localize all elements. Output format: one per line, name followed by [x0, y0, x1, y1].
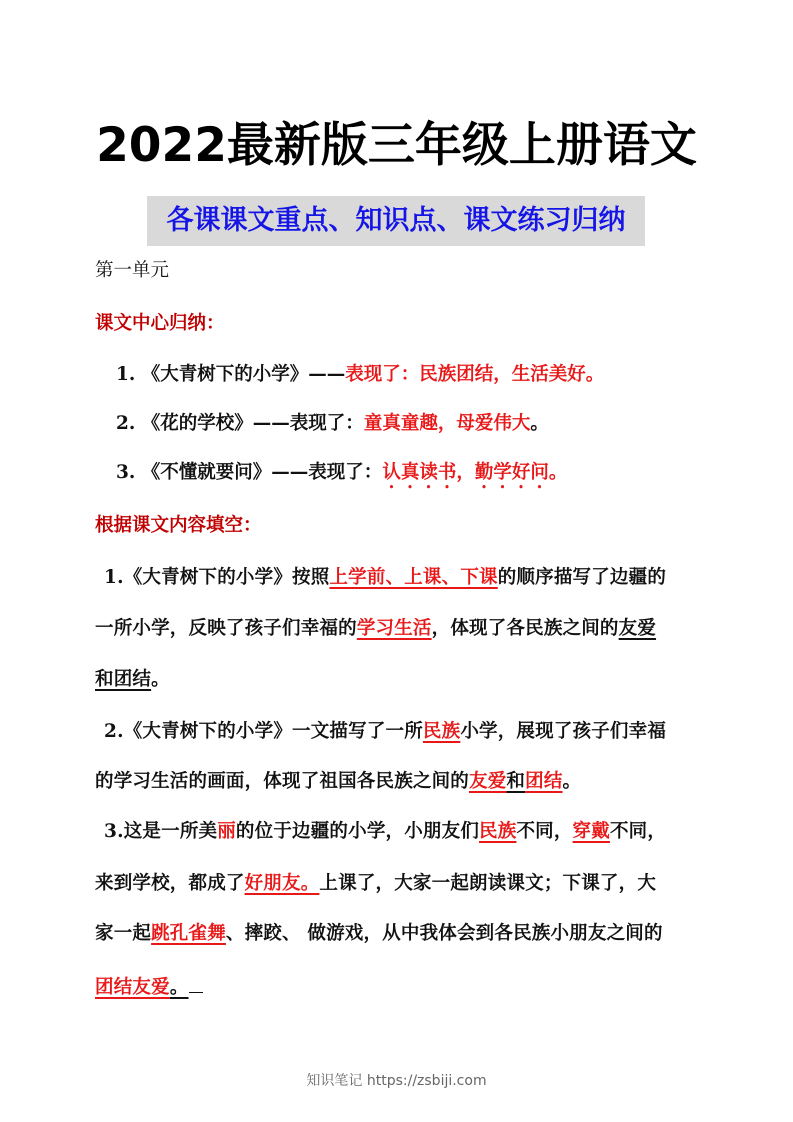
answer-blank: 友爱 [618, 618, 657, 639]
unit-label: 第一单元 [95, 260, 170, 281]
text: 。 [562, 771, 582, 792]
answer-blank: 学习生活 [356, 618, 432, 639]
summary-item [116, 363, 604, 387]
text: 。 [169, 977, 189, 998]
summary-item [116, 461, 567, 493]
fill-in-line [95, 617, 656, 641]
answer-char: 丽 [217, 821, 236, 842]
text: 2.《大青树下的小学》一文描写了一所 [104, 721, 423, 742]
section-heading-summary: 课文中心归纳： [95, 313, 225, 334]
item-number: 1. [116, 364, 136, 385]
answer-text: 童真童趣，母爱伟大 [363, 413, 531, 434]
document-title: 2022最新版三年级上册语文 [96, 118, 697, 173]
lesson-title: 《花的学校》 [141, 413, 253, 434]
text: 、摔跤、 做游戏，从中我体会到各民族小朋友之间的 [225, 923, 663, 944]
text: 家一起 [95, 923, 152, 944]
document-subtitle: 各课课文重点、知识点、课文练习归纳 [166, 205, 626, 236]
end-punct: 。 [530, 413, 549, 434]
lesson-title: 《不懂就要问》 [141, 462, 272, 483]
text: 。 [151, 669, 170, 690]
section-heading-fill-in: 根据课文内容填空： [95, 515, 262, 536]
text: 一所小学，反映了孩子们幸福的 [95, 618, 357, 639]
text: 和 [506, 771, 526, 792]
text: 的顺序描写了边疆的 [497, 567, 667, 588]
answer-text: 表现了：民族团结，生活美好。 [345, 364, 605, 385]
item-number: 2. [116, 413, 136, 434]
answer-blank: 和团结 [95, 669, 152, 690]
answer-blank: 民族 [422, 721, 461, 742]
text: 上课了，大家一起朗读课文；下课了，大 [319, 873, 657, 894]
summary-item [116, 412, 549, 436]
answer-blank: 团结 [525, 771, 563, 792]
text: 的位于边疆的小学，小朋友们 [235, 821, 480, 842]
trailing-underline [189, 974, 203, 993]
fill-in-line [104, 720, 666, 744]
dash: —— [308, 364, 346, 385]
answer-blank: 上学前、上课、下课 [329, 567, 498, 588]
answer-blank: 穿戴 [572, 821, 610, 842]
text: 来到学校，都成了 [95, 873, 245, 894]
text: 不同， [516, 821, 573, 842]
subtitle-banner [147, 196, 645, 246]
lead-text: 表现了： [289, 413, 364, 434]
fill-in-line [95, 974, 203, 1000]
fill-in-line [95, 770, 581, 794]
text: 不同， [609, 821, 667, 842]
fill-in-line [95, 668, 170, 692]
dash: —— [252, 413, 290, 434]
answer-blank: 跳孔雀舞 [151, 923, 226, 944]
text: 的学习生活的画面，体现了祖国各民族之间的 [95, 771, 470, 792]
answer-blank: 民族 [479, 821, 517, 842]
text: ，体现了各民族之间的 [431, 618, 619, 639]
text: 3.这是一所美 [104, 821, 218, 842]
answer-text-emphasized: 认真读书，勤学好问。 [382, 462, 568, 483]
lesson-title: 《大青树下的小学》 [141, 364, 309, 385]
text: 1.《大青树下的小学》按照 [104, 567, 330, 588]
answer-blank: 好朋友。 [244, 873, 320, 894]
text: 小学，展现了孩子们幸福 [460, 721, 667, 742]
fill-in-line [104, 820, 666, 844]
item-number: 3. [116, 462, 136, 483]
fill-in-line [104, 566, 666, 590]
answer-blank: 团结友爱 [95, 977, 170, 998]
dash: —— [271, 462, 309, 483]
footer-watermark: 知识笔记 https://zsbiji.com [306, 1073, 487, 1089]
lead-text: 表现了： [308, 462, 383, 483]
fill-in-line [95, 922, 663, 946]
answer-blank: 友爱 [469, 771, 507, 792]
fill-in-line [95, 872, 656, 896]
